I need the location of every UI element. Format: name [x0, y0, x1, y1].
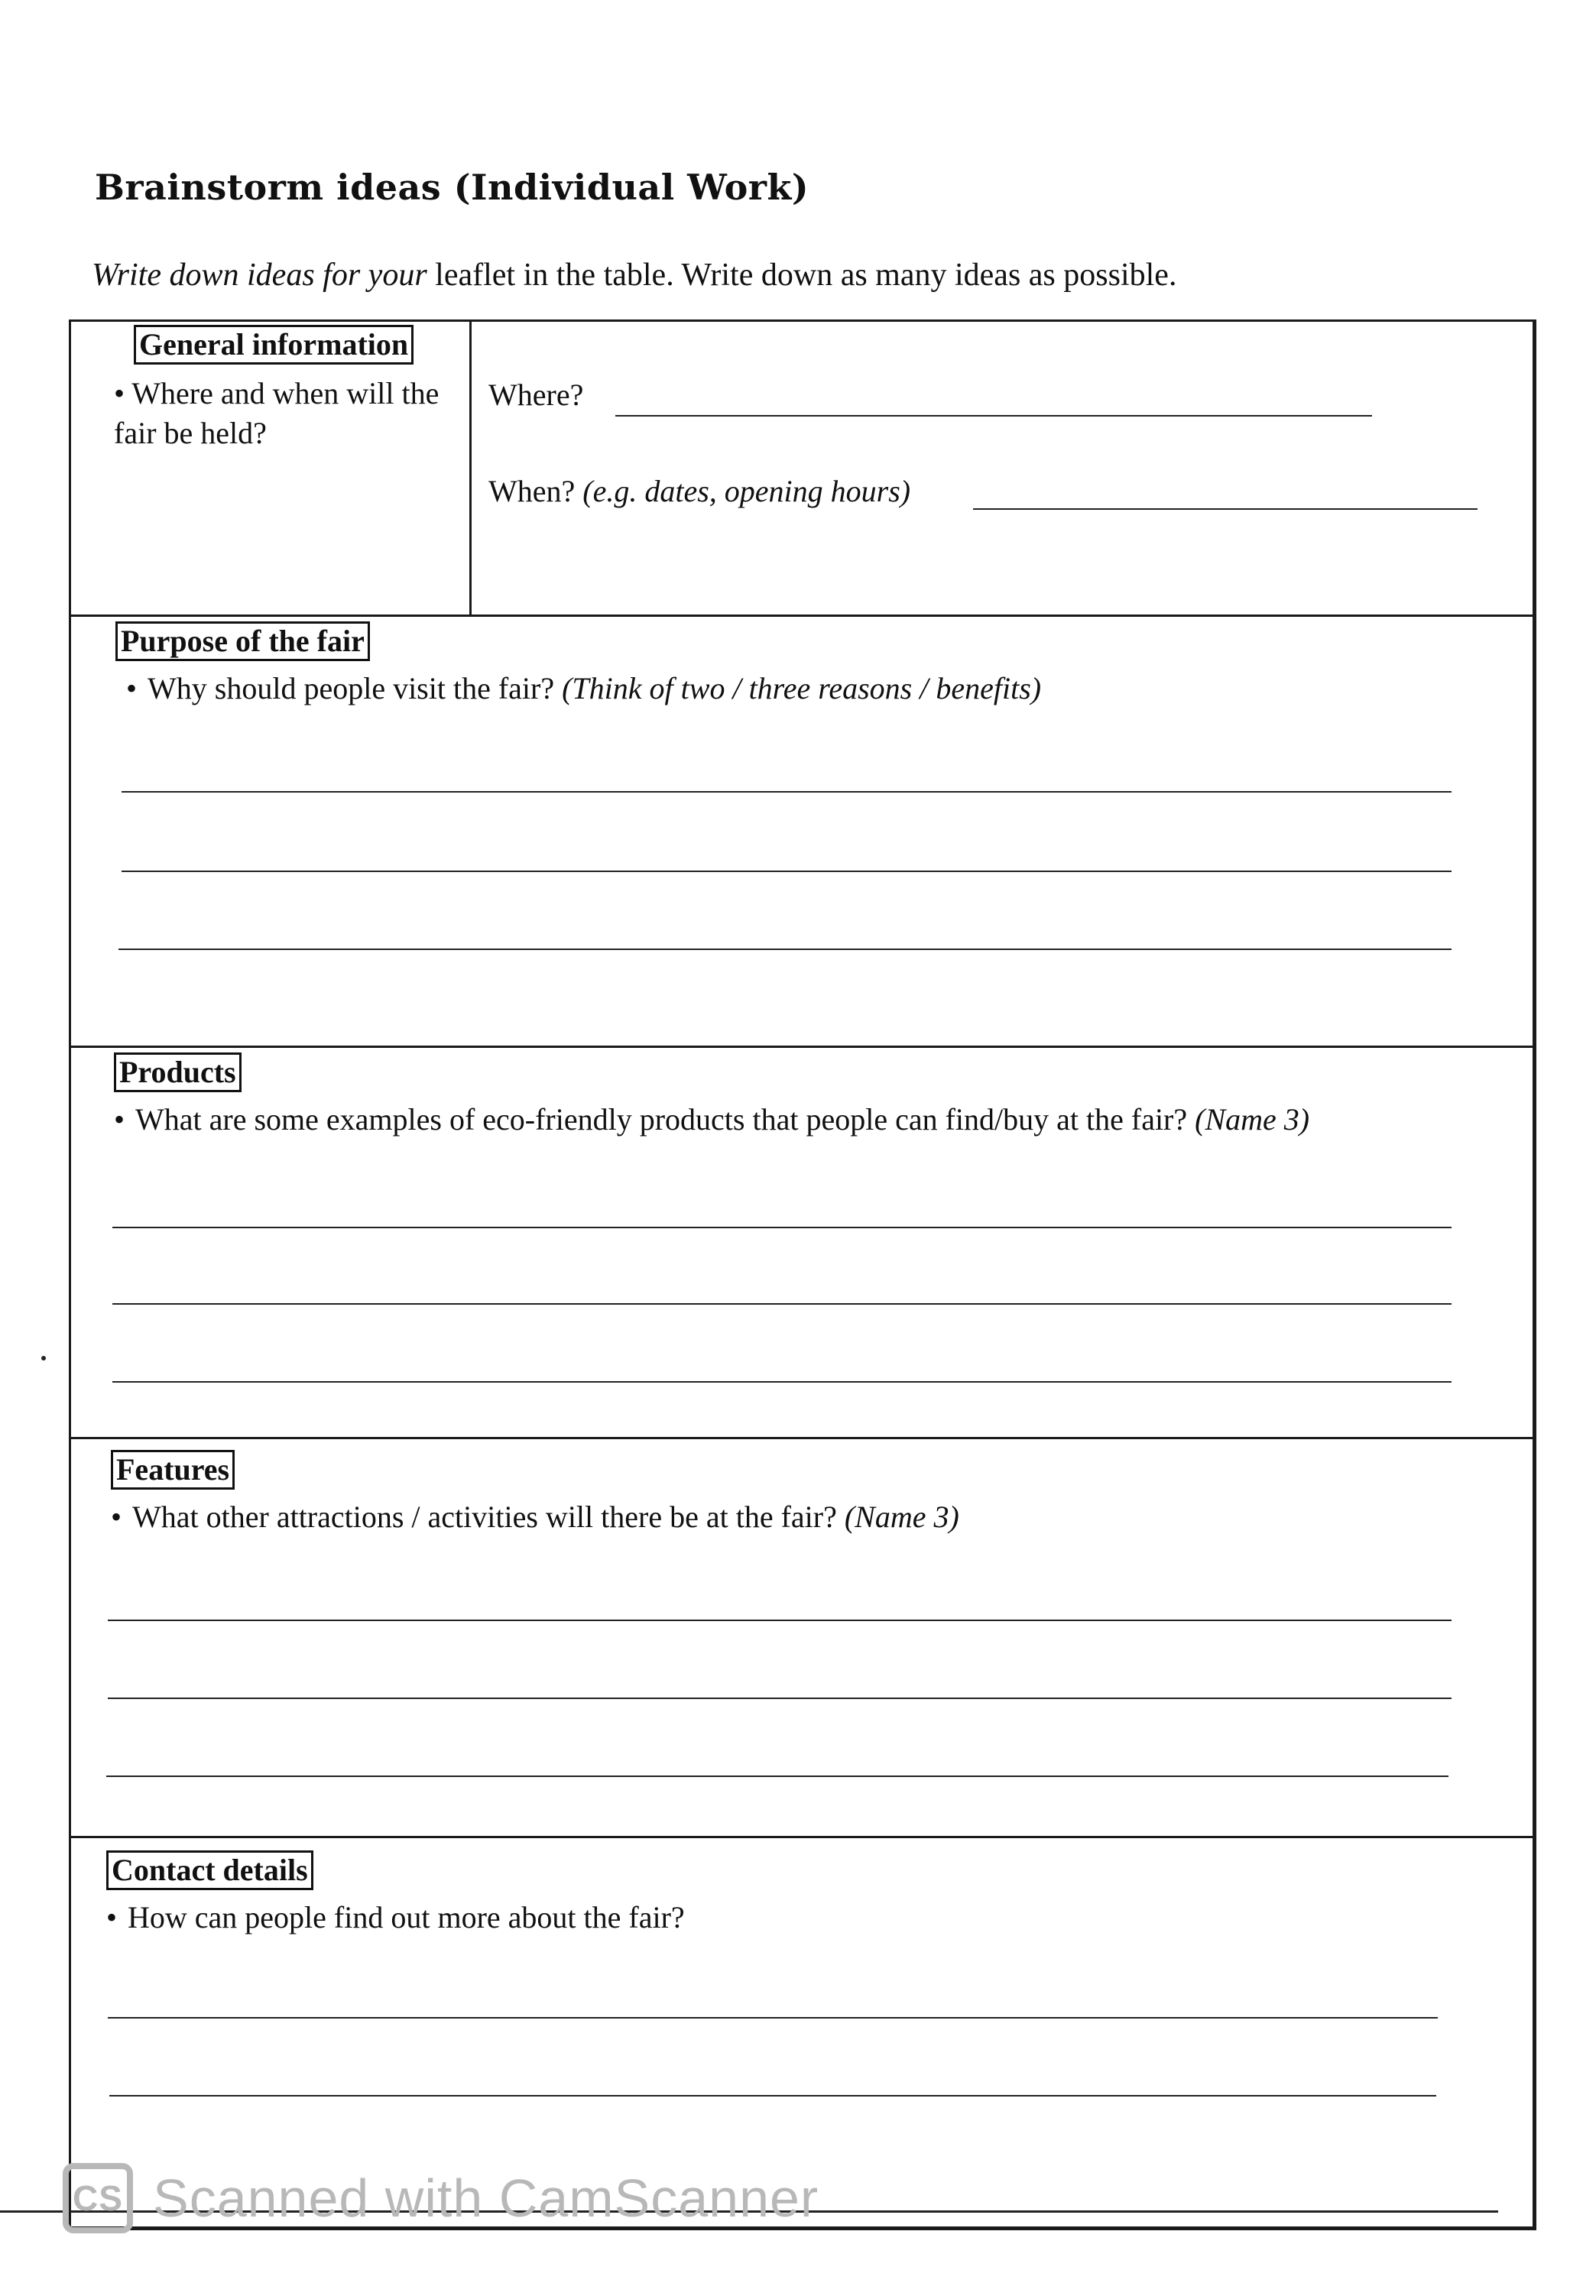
bullet-icon: • [106, 1900, 118, 1934]
products-answer-line[interactable] [112, 1303, 1452, 1305]
features-question [111, 1499, 959, 1535]
bullet-icon: • [126, 671, 138, 705]
when-hint: (e.g. dates, opening hours) [582, 474, 911, 508]
when-label: When? [488, 474, 576, 508]
general-info-question-text: Where and when will the fair be held? [114, 376, 440, 450]
features-heading: Features [111, 1450, 235, 1490]
products-question [114, 1101, 1309, 1137]
general-information-heading: General information [134, 325, 414, 365]
purpose-answer-line[interactable] [122, 791, 1452, 793]
products-hint: (Name 3) [1195, 1102, 1310, 1137]
where-answer-line[interactable] [615, 415, 1372, 417]
general-info-question [114, 374, 466, 453]
products-heading: Products [114, 1052, 242, 1092]
products-answer-line[interactable] [112, 1381, 1452, 1383]
section-general-information [71, 322, 1533, 617]
features-answer-line[interactable] [106, 1776, 1448, 1777]
purpose-heading: Purpose of the fair [115, 621, 370, 661]
page-title: Brainstorm ideas (Individual Work) [95, 167, 809, 208]
watermark-text: Scanned with CamScanner [153, 2168, 819, 2228]
features-question-text: What other attractions / activities will there be at the fair? [132, 1500, 837, 1534]
section-purpose-of-the-fair [71, 617, 1533, 1048]
features-answer-line[interactable] [108, 1698, 1452, 1699]
purpose-hint: (Think of two / three reasons / benefits) [562, 671, 1042, 705]
instruction-text [92, 257, 1176, 293]
bullet-icon: • [114, 376, 125, 410]
camscanner-logo-icon: CS [63, 2163, 133, 2233]
section-products [71, 1048, 1533, 1439]
bullet-icon: • [111, 1500, 122, 1534]
where-label: Where? [488, 378, 584, 412]
contact-heading: Contact details [106, 1850, 313, 1890]
features-hint: (Name 3) [844, 1500, 959, 1534]
purpose-question-text: Why should people visit the fair? [148, 671, 555, 705]
bullet-icon: • [114, 1102, 125, 1137]
stray-mark [41, 1356, 46, 1360]
general-info-question-cell [71, 322, 472, 615]
when-answer-line[interactable] [973, 508, 1478, 510]
contact-answer-line[interactable] [108, 2017, 1438, 2019]
camscanner-watermark [63, 2163, 819, 2233]
products-answer-line[interactable] [112, 1227, 1452, 1228]
purpose-answer-line[interactable] [122, 871, 1452, 872]
brainstorm-table [69, 319, 1536, 2230]
instruction-italic: Write down ideas for your [92, 258, 427, 293]
features-answer-line[interactable] [108, 1620, 1452, 1621]
contact-question-text: How can people find out more about the fair? [128, 1900, 685, 1934]
contact-answer-line[interactable] [109, 2095, 1436, 2097]
purpose-answer-line[interactable] [118, 949, 1452, 950]
products-question-text: What are some examples of eco-friendly products that people can find/buy at the fair? [135, 1102, 1188, 1137]
contact-question [106, 1899, 685, 1935]
instruction-rest: leaflet in the table. Write down as many ideas as possible. [427, 258, 1177, 293]
purpose-question [126, 670, 1041, 706]
when-label-group [488, 473, 910, 509]
section-features [71, 1439, 1533, 1838]
